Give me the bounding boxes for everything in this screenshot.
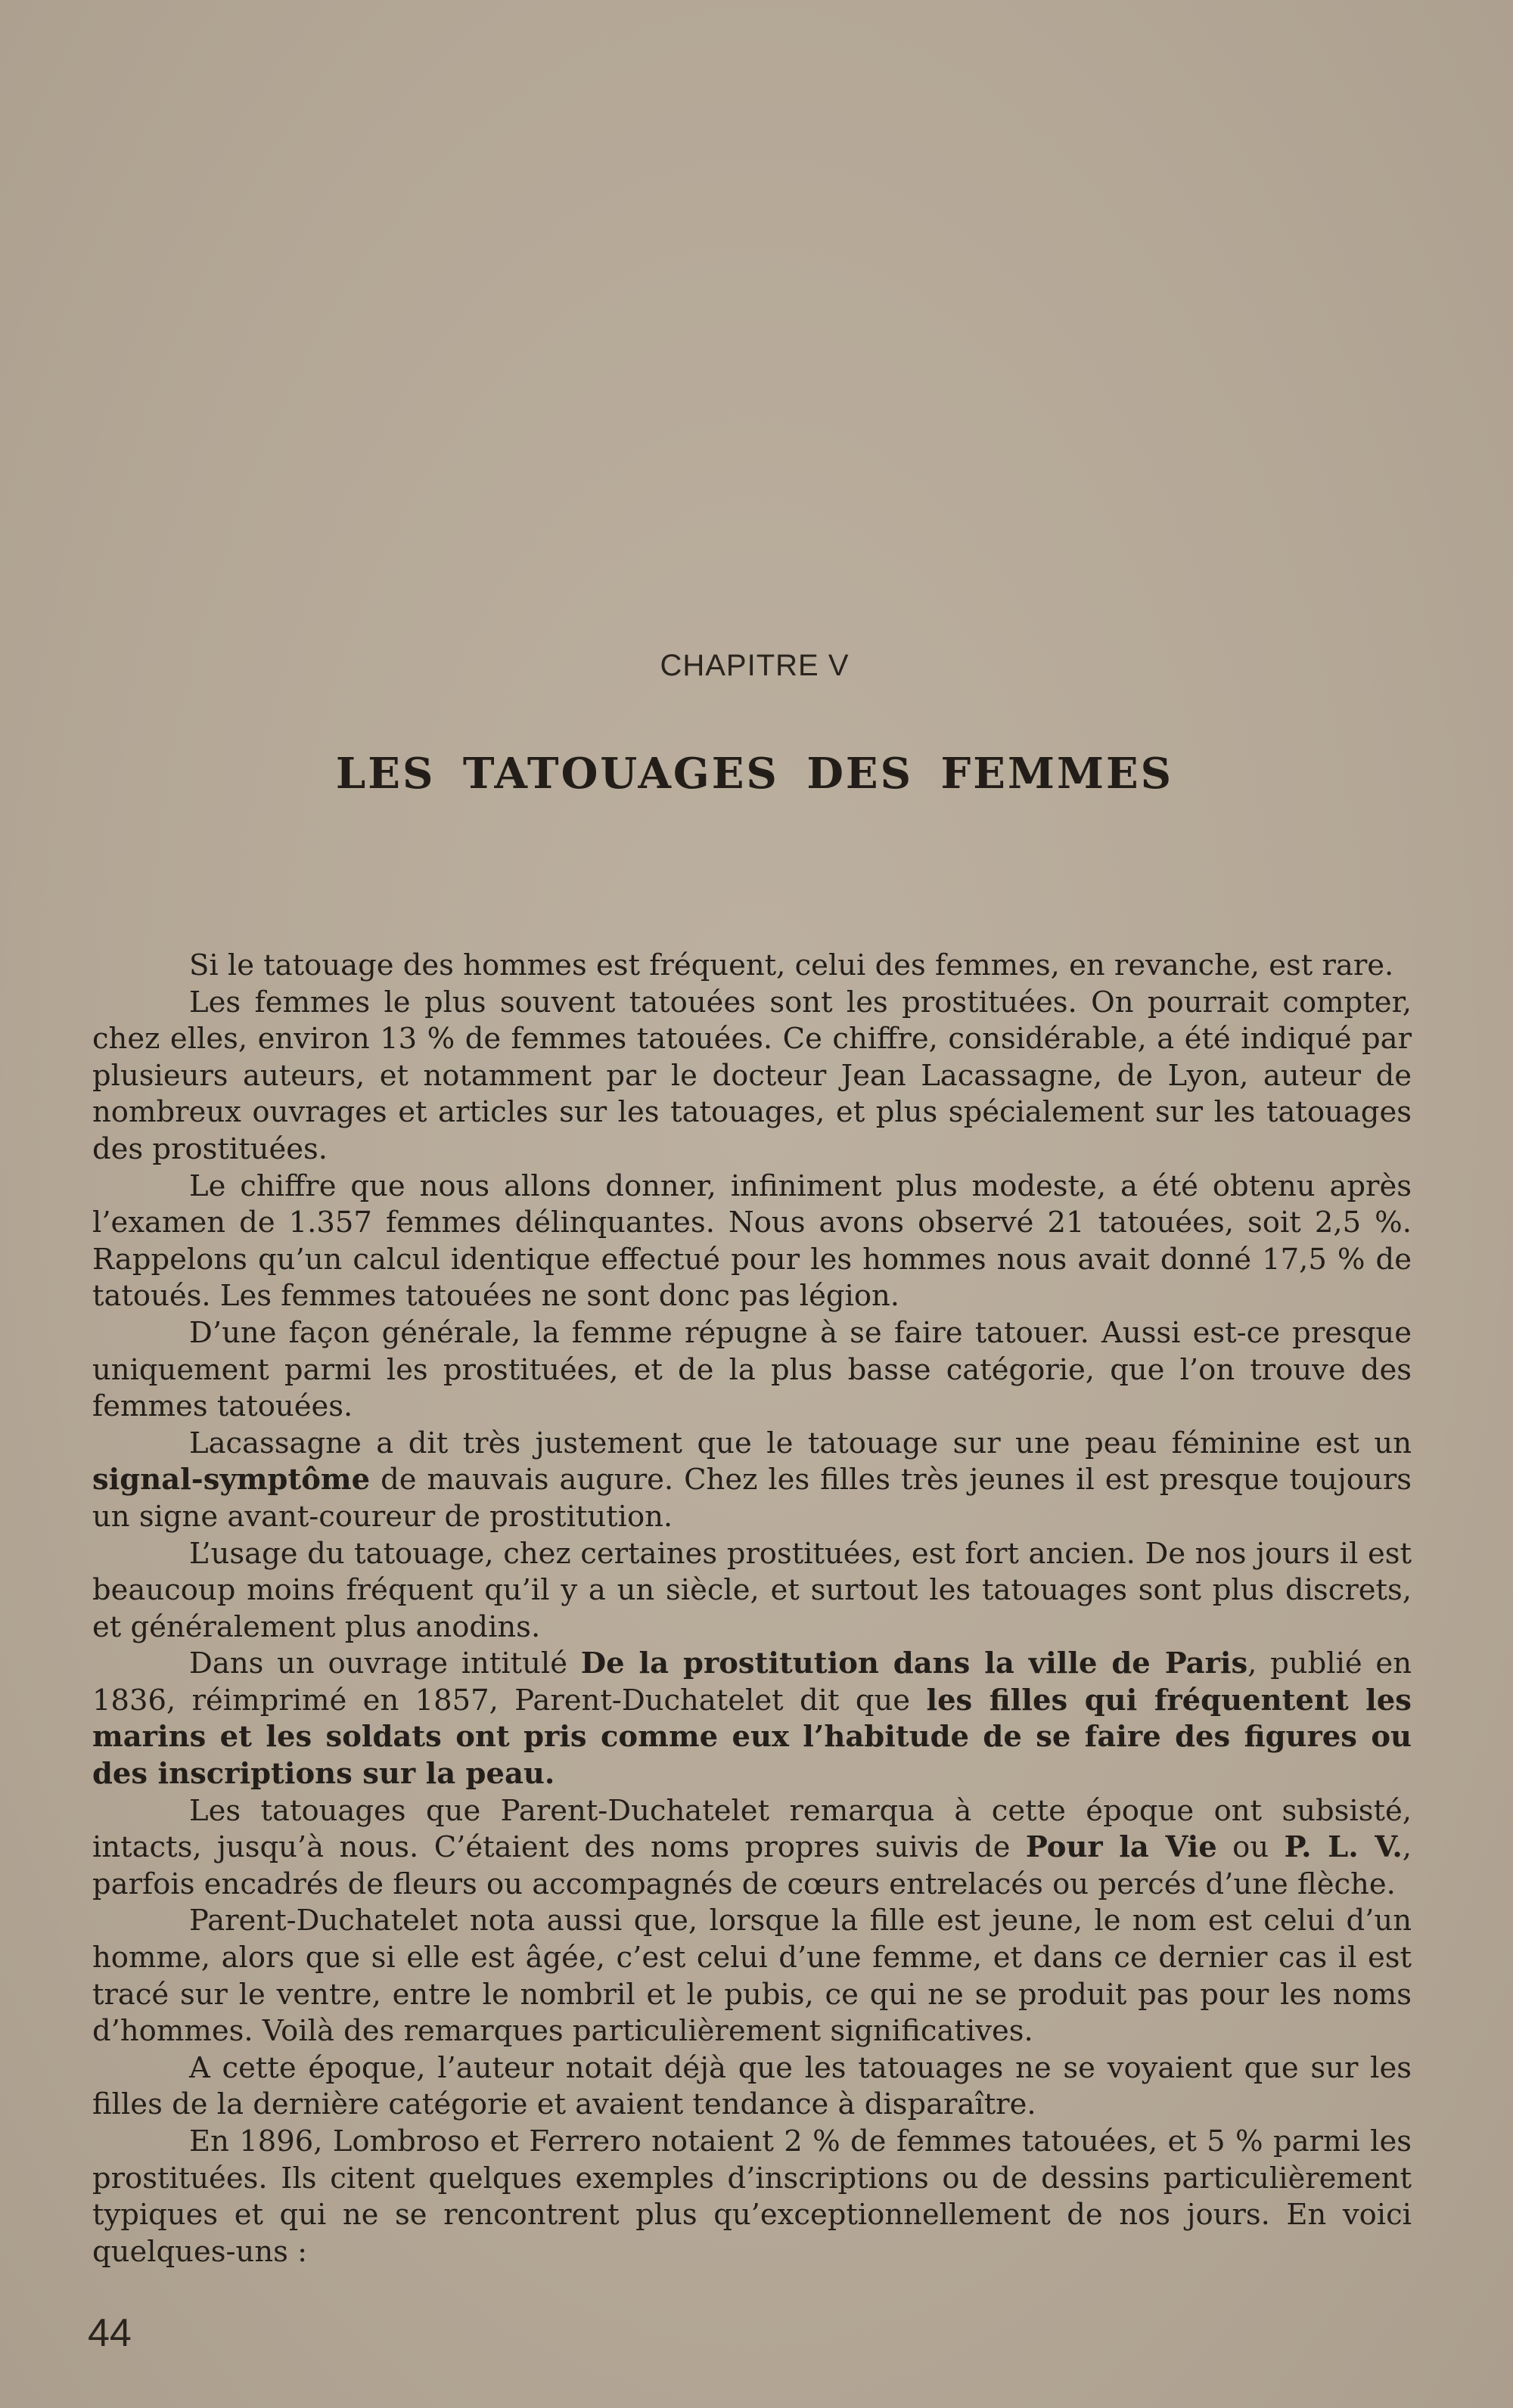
page-number: 44 [88, 2311, 132, 2355]
paragraph: En 1896, Lombroso et Ferrero notaient 2 % de femmes tatouées, et 5 % parmi les prostituées. Ils citent quelques exemples d’inscriptions ou de dessins particulièrement typiques et qui ne se rencontrent plus qu’exceptionnellement de nos jours. En voici quelques-uns : [92, 2124, 1412, 2269]
paragraph-text: Lacassagne a dit très justement que le tatouage sur une peau féminine est un [189, 1426, 1412, 1460]
paragraph [92, 1793, 1412, 1904]
paragraph: Les femmes le plus souvent tatouées sont les prostituées. On pourrait compter, chez elles, environ 13 % de femmes tatouées. Ce chiffre, considérable, a été indiqué par plusieurs auteurs, et notamment par le docteur Jean Lacassagne, de Lyon, auteur de nombreux ouvrages et articles sur les tatouages, et plus spécialement sur les tatouages des prostituées. [92, 985, 1412, 1166]
bold-inscription: Pour la Vie [1025, 1830, 1217, 1865]
body-text [92, 948, 1412, 2270]
paragraph: Parent-Duchatelet nota aussi que, lorsque la fille est jeune, le nom est celui d’un homme, alors que si elle est âgée, c’est celui d’une femme, et dans ce dernier cas il est tracé sur le ventre, entre le nombril et le pubis, ce qui ne se produit pas pour les noms d’hommes. Voilà des remarques particulièrement significatives. [92, 1904, 1412, 2049]
paragraph [92, 1646, 1412, 1792]
chapter-label: CHAPITRE V [660, 649, 850, 682]
paragraph: Si le tatouage des hommes est fréquent, celui des femmes, en revanche, est rare. [189, 948, 1394, 982]
book-title: De la prostitution dans la ville de Paris [580, 1646, 1248, 1681]
bold-inscription-abbrev: P. L. V. [1284, 1830, 1403, 1865]
paragraph-text: Les tatouages que Parent-Duchatelet remarqua à cette époque ont subsisté, intacts, jusqu’à nous. C’étaient des noms propres suivis de [92, 1793, 1412, 1865]
paragraph-text: de mauvais augure. Chez les filles très jeunes il est presque toujours un signe avant-coureur de prostitution. [92, 1463, 1412, 1534]
paragraph: A cette époque, l’auteur notait déjà que les tatouages ne se voyaient que sur les filles de la dernière catégorie et avaient tendance à disparaître. [92, 2050, 1412, 2122]
paragraph [92, 1426, 1412, 1536]
bold-quote: les filles qui fréquentent les marins et les soldats ont pris comme eux l’habitude de se faire des figures ou des inscriptions sur la peau. [92, 1683, 1412, 1792]
bold-term: signal-symptôme [92, 1463, 371, 1497]
paragraph: L’usage du tatouage, chez certaines prostituées, est fort ancien. De nos jours il est beaucoup moins fréquent qu’il y a un siècle, et surtout les tatouages sont plus discrets, et généralement plus anodins. [92, 1536, 1412, 1644]
chapter-title: LES TATOUAGES DES FEMMES [335, 749, 1174, 799]
paragraph-text: , publié en 1836, réimprimé en 1857, Parent-Duchatelet dit que [92, 1646, 1412, 1718]
paragraph: Le chiffre que nous allons donner, infiniment plus modeste, a été obtenu après l’examen de 1.357 femmes délinquantes. Nous avons observé 21 tatouées, soit 2,5 %. Rappelons qu’un calcul identique effectué pour les hommes nous avait donné 17,5 % de tatoués. Les femmes tatouées ne sont donc pas légion. [92, 1168, 1412, 1314]
paragraph: D’une façon générale, la femme répugne à se faire tatouer. Aussi est-ce presque uniquement parmi les prostituées, et de la plus basse catégorie, que l’on trouve des femmes tatouées. [92, 1315, 1412, 1424]
paragraph-text: Dans un ouvrage intitulé [189, 1646, 581, 1681]
paragraph-text: ou [1216, 1830, 1285, 1865]
paragraph-text: , parfois encadrés de fleurs ou accompagnés de cœurs entrelacés ou percés d’une flèche. [92, 1830, 1412, 1901]
